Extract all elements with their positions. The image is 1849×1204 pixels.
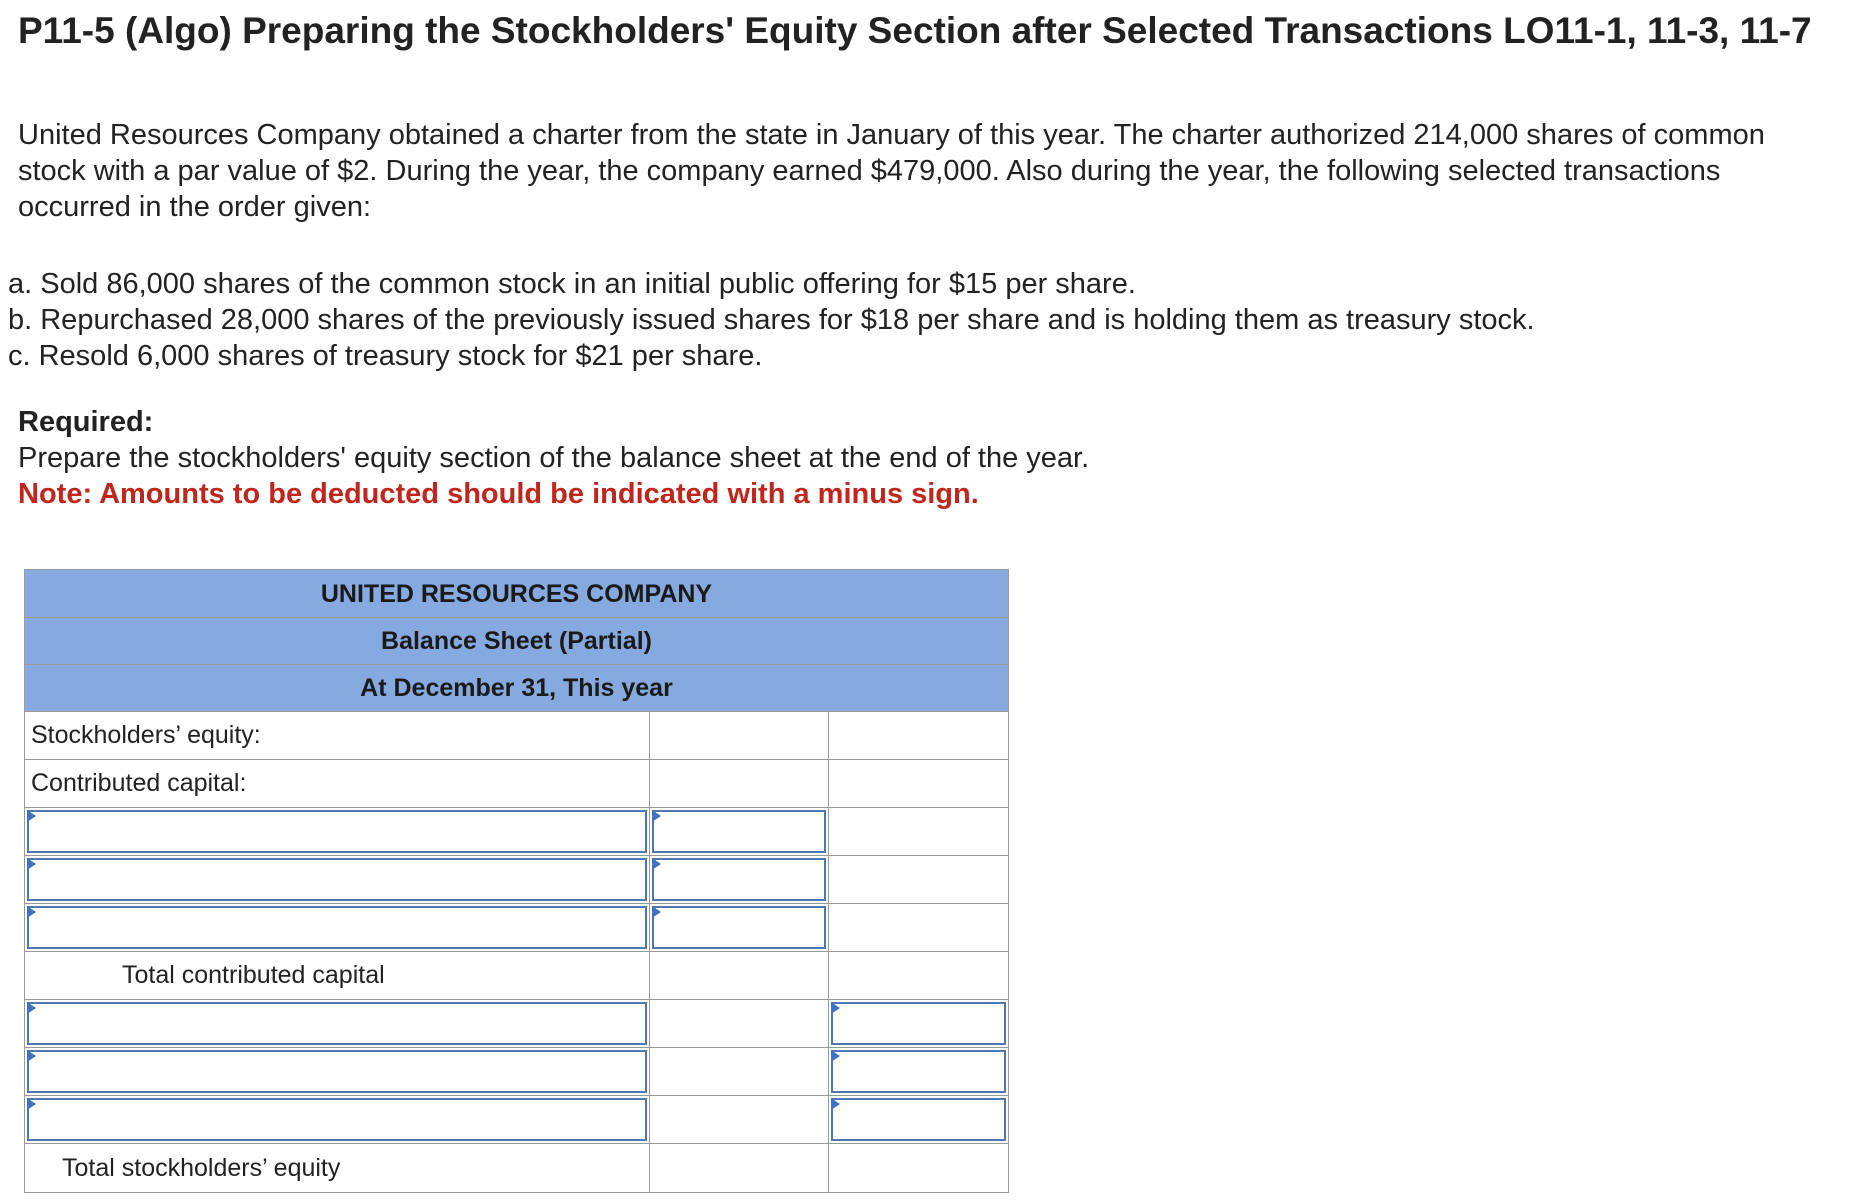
total-contributed-capital-label: Total contributed capital <box>122 961 385 989</box>
problem-title: P11-5 (Algo) Preparing the Stockholders' Equity Section after Selected Transactions LO11-1, 11-3, 11-7 <box>18 10 1812 51</box>
empty-cell <box>650 712 829 759</box>
empty-cell <box>829 808 1008 855</box>
equity-amount-input-2[interactable] <box>831 1050 1006 1093</box>
empty-cell <box>650 1144 829 1192</box>
contributed-account-dropdown-3[interactable] <box>27 906 647 949</box>
empty-cell <box>829 1144 1008 1192</box>
empty-cell <box>829 856 1008 903</box>
note-text: Note: Amounts to be deducted should be indicated with a minus sign. <box>18 478 979 510</box>
empty-cell <box>829 712 1008 759</box>
table-row <box>25 808 1008 856</box>
required-heading: Required: <box>18 406 154 438</box>
table-row <box>25 1000 1008 1048</box>
problem-intro: United Resources Company obtained a charter from the state in January of this year. The charter authorized 214,000 shares of common stock with a par value of $2. During the year, the company earned $479,000. Also during the year, the following selected transactions occurred in the order given: <box>18 119 1765 223</box>
equity-account-dropdown-3[interactable] <box>27 1098 647 1141</box>
equity-account-dropdown-2[interactable] <box>27 1050 647 1093</box>
equity-amount-input-1[interactable] <box>831 1002 1006 1045</box>
empty-cell <box>650 760 829 807</box>
table-row <box>25 904 1008 952</box>
total-stockholders-equity-label: Total stockholders’ equity <box>62 1153 341 1182</box>
equity-account-dropdown-1[interactable] <box>27 1002 647 1045</box>
table-row <box>25 952 1008 1000</box>
table-row <box>25 1144 1008 1192</box>
table-row <box>25 760 1008 808</box>
company-name-header: UNITED RESOURCES COMPANY <box>25 570 1008 618</box>
contributed-account-dropdown-1[interactable] <box>27 810 647 853</box>
transaction-a: a. Sold 86,000 shares of the common stock in an initial public offering for $15 per share. <box>8 268 1136 300</box>
table-row <box>25 712 1008 760</box>
empty-cell <box>829 904 1008 951</box>
table-row <box>25 856 1008 904</box>
required-text: Prepare the stockholders' equity section of the balance sheet at the end of the year. <box>18 442 1090 474</box>
transaction-list <box>8 266 1535 374</box>
transaction-b: b. Repurchased 28,000 shares of the previously issued shares for $18 per share and is holding them as treasury stock. <box>8 304 1535 336</box>
empty-cell <box>829 760 1008 807</box>
empty-cell <box>829 952 1008 999</box>
contributed-amount-input-2[interactable] <box>652 858 826 901</box>
empty-cell <box>650 1048 829 1095</box>
stockholders-equity-label: Stockholders’ equity: <box>31 721 261 749</box>
equity-amount-input-3[interactable] <box>831 1098 1006 1141</box>
table-row <box>25 1048 1008 1096</box>
empty-cell <box>650 1096 829 1143</box>
contributed-capital-label: Contributed capital: <box>31 769 247 797</box>
empty-cell <box>650 1000 829 1047</box>
transaction-c: c. Resold 6,000 shares of treasury stock for $21 per share. <box>8 340 763 372</box>
statement-date-header: At December 31, This year <box>25 665 1008 712</box>
empty-cell <box>650 952 829 999</box>
contributed-account-dropdown-2[interactable] <box>27 858 647 901</box>
balance-sheet-table <box>24 569 1009 1193</box>
statement-name-header: Balance Sheet (Partial) <box>25 618 1008 665</box>
contributed-amount-input-3[interactable] <box>652 906 826 949</box>
contributed-amount-input-1[interactable] <box>652 810 826 853</box>
table-row <box>25 1096 1008 1144</box>
